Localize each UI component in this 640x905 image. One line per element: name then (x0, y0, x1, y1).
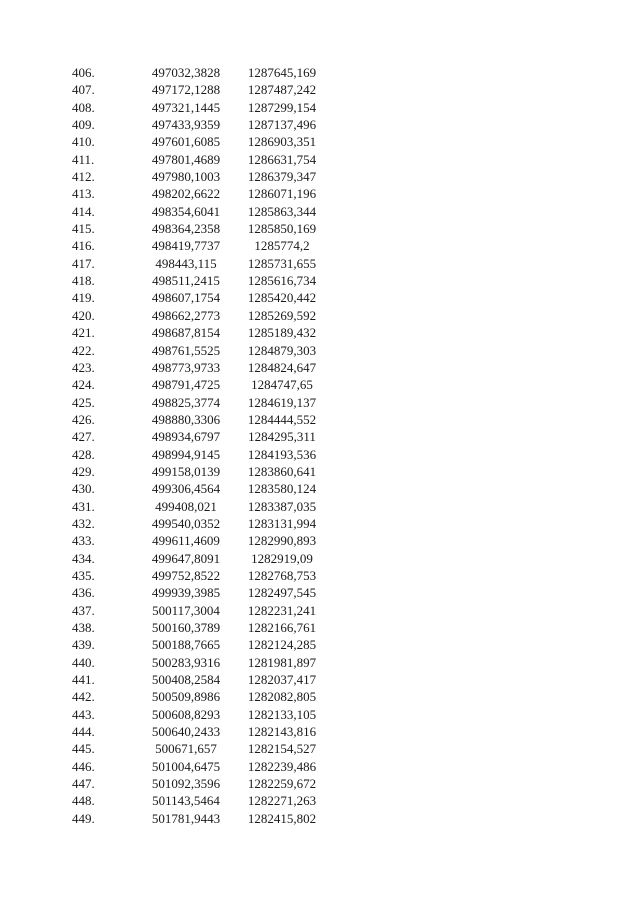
y-coordinate: 1285269,592 (247, 307, 317, 323)
table-row (72, 324, 334, 341)
y-coordinate: 1283131,994 (247, 515, 317, 531)
x-coordinate: 501781,9443 (151, 810, 221, 826)
x-coordinate: 500408,2584 (151, 672, 221, 688)
table-row (72, 168, 334, 185)
x-coordinate: 498791,4725 (151, 377, 221, 393)
x-coordinate: 498934,6797 (151, 429, 221, 445)
x-coordinate: 499752,8522 (151, 567, 221, 583)
x-coordinate: 498419,7737 (151, 238, 221, 254)
row-number: 446. (72, 758, 95, 774)
row-number: 414. (72, 203, 95, 219)
table-row (72, 515, 334, 532)
row-number: 413. (72, 186, 95, 202)
table-row (72, 619, 334, 636)
x-coordinate: 498662,2773 (151, 307, 221, 323)
table-row (72, 376, 334, 393)
row-number: 431. (72, 498, 95, 514)
table-row (72, 99, 334, 116)
row-number: 443. (72, 706, 95, 722)
y-coordinate: 1282166,761 (247, 620, 317, 635)
row-number: 440. (72, 654, 95, 670)
y-coordinate: 1282919,09 (251, 550, 313, 566)
row-number: 422. (72, 342, 95, 358)
row-number: 433. (72, 533, 95, 549)
x-coordinate: 499540,0352 (151, 515, 221, 531)
y-coordinate: 1282231,241 (247, 602, 317, 618)
y-coordinate: 1284193,536 (247, 446, 317, 462)
x-coordinate: 498994,9145 (151, 446, 221, 462)
row-number: 417. (72, 255, 95, 271)
y-coordinate: 1283860,641 (247, 463, 317, 479)
row-number: 445. (72, 741, 95, 757)
table-row (72, 810, 334, 827)
x-coordinate: 498364,2358 (151, 221, 221, 237)
x-coordinate: 498354,6041 (151, 203, 221, 219)
y-coordinate: 1282082,805 (247, 689, 317, 705)
row-number: 442. (72, 689, 95, 705)
x-coordinate: 501004,6475 (151, 758, 221, 774)
x-coordinate: 501143,5464 (152, 793, 220, 809)
row-number: 441. (72, 672, 95, 688)
row-number: 415. (72, 221, 95, 237)
table-row (72, 723, 334, 740)
row-number: 412. (72, 169, 95, 185)
table-row (72, 203, 334, 220)
y-coordinate: 1282497,545 (247, 585, 317, 601)
row-number: 428. (72, 446, 95, 462)
x-coordinate: 500509,8986 (151, 689, 221, 705)
table-row (72, 775, 334, 792)
y-coordinate: 1285774,2 (254, 238, 310, 254)
table-row (72, 359, 334, 376)
row-number: 449. (72, 810, 95, 826)
row-number: 439. (72, 637, 95, 653)
table-row (72, 463, 334, 480)
x-coordinate: 497032,3828 (151, 65, 221, 80)
row-number: 437. (72, 602, 95, 618)
y-coordinate: 1287299,154 (247, 99, 317, 115)
row-number: 434. (72, 550, 95, 566)
row-number: 418. (72, 273, 95, 289)
table-row (72, 550, 334, 567)
y-coordinate: 1284619,137 (247, 394, 317, 410)
row-number: 416. (72, 238, 95, 254)
table-row (72, 498, 334, 515)
table-row (72, 411, 334, 428)
row-number: 423. (72, 359, 95, 375)
x-coordinate: 500640,2433 (151, 724, 221, 740)
x-coordinate: 497321,1445 (151, 99, 221, 115)
x-coordinate: 497601,6085 (151, 134, 221, 150)
y-coordinate: 1286379,347 (247, 169, 317, 185)
y-coordinate: 1287487,242 (247, 82, 317, 98)
x-coordinate: 498761,5525 (151, 342, 221, 358)
table-row (72, 671, 334, 688)
row-number: 435. (72, 567, 95, 583)
row-number: 447. (72, 776, 95, 792)
x-coordinate: 500160,3789 (151, 620, 221, 635)
x-coordinate: 498687,8154 (151, 325, 221, 341)
y-coordinate: 1282143,816 (247, 724, 317, 740)
y-coordinate: 1282768,753 (247, 567, 317, 583)
row-number: 409. (72, 117, 95, 133)
table-row (72, 758, 334, 775)
y-coordinate: 1285863,344 (247, 203, 317, 219)
y-coordinate: 1283387,035 (247, 498, 317, 514)
table-row (72, 342, 334, 359)
row-number: 425. (72, 394, 95, 410)
x-coordinate: 497980,1003 (151, 169, 221, 185)
y-coordinate: 1285731,655 (247, 255, 317, 271)
y-coordinate: 1286071,196 (247, 186, 317, 202)
y-coordinate: 1281981,897 (247, 654, 317, 670)
y-coordinate: 1282990,893 (247, 533, 317, 549)
table-row (72, 394, 334, 411)
row-number: 426. (72, 411, 95, 427)
coordinate-table (72, 64, 334, 827)
row-number: 448. (72, 793, 95, 809)
table-row (72, 567, 334, 584)
row-number: 407. (72, 82, 95, 98)
x-coordinate: 498443,115 (155, 255, 217, 271)
row-number: 427. (72, 429, 95, 445)
x-coordinate: 501092,3596 (151, 776, 221, 792)
table-row (72, 307, 334, 324)
x-coordinate: 497172,1288 (151, 82, 221, 98)
x-coordinate: 499158,0139 (151, 463, 221, 479)
x-coordinate: 499306,4564 (151, 481, 221, 497)
y-coordinate: 1284295,311 (248, 429, 316, 445)
row-number: 436. (72, 585, 95, 601)
y-coordinate: 1284444,552 (247, 411, 317, 427)
x-coordinate: 497433,9359 (151, 117, 221, 133)
table-row (72, 602, 334, 619)
table-row (72, 64, 334, 81)
table-row (72, 272, 334, 289)
y-coordinate: 1283580,124 (247, 481, 317, 497)
y-coordinate: 1282124,285 (247, 637, 317, 653)
table-row (72, 446, 334, 463)
x-coordinate: 498880,3306 (151, 411, 221, 427)
table-row (72, 81, 334, 98)
x-coordinate: 497801,4689 (151, 151, 221, 167)
table-row (72, 636, 334, 653)
y-coordinate: 1282259,672 (247, 776, 317, 792)
row-number: 429. (72, 463, 95, 479)
table-row (72, 480, 334, 497)
y-coordinate: 1286631,754 (247, 151, 317, 167)
y-coordinate: 1282133,105 (247, 706, 317, 722)
row-number: 424. (72, 377, 95, 393)
table-row (72, 706, 334, 723)
table-row (72, 151, 334, 168)
row-number: 419. (72, 290, 95, 306)
row-number: 411. (72, 151, 95, 167)
y-coordinate: 1284747,65 (251, 377, 313, 393)
x-coordinate: 500671,657 (155, 741, 217, 757)
y-coordinate: 1285850,169 (247, 221, 317, 237)
row-number: 432. (72, 515, 95, 531)
table-row (72, 220, 334, 237)
x-coordinate: 499647,8091 (151, 550, 221, 566)
x-coordinate: 499939,3985 (151, 585, 221, 601)
table-row (72, 654, 334, 671)
y-coordinate: 1282037,417 (247, 672, 317, 688)
x-coordinate: 499611,4609 (152, 533, 220, 549)
table-row (72, 584, 334, 601)
row-number: 438. (72, 620, 95, 635)
y-coordinate: 1284824,647 (247, 359, 317, 375)
y-coordinate: 1286903,351 (247, 134, 317, 150)
x-coordinate: 498202,6622 (151, 186, 221, 202)
table-row (72, 255, 334, 272)
y-coordinate: 1284879,303 (247, 342, 317, 358)
y-coordinate: 1282239,486 (247, 758, 317, 774)
y-coordinate: 1282154,527 (247, 741, 317, 757)
table-row (72, 428, 334, 445)
table-row (72, 792, 334, 809)
row-number: 444. (72, 724, 95, 740)
row-number: 420. (72, 307, 95, 323)
row-number: 430. (72, 481, 95, 497)
row-number: 406. (72, 65, 95, 80)
table-row (72, 740, 334, 757)
x-coordinate: 500117,3004 (152, 602, 220, 618)
row-number: 408. (72, 99, 95, 115)
table-row (72, 185, 334, 202)
x-coordinate: 500283,9316 (151, 654, 221, 670)
table-row (72, 133, 334, 150)
x-coordinate: 499408,021 (155, 498, 217, 514)
y-coordinate: 1282415,802 (247, 810, 317, 826)
x-coordinate: 498773,9733 (151, 359, 221, 375)
y-coordinate: 1285420,442 (247, 290, 317, 306)
y-coordinate: 1285616,734 (247, 273, 317, 289)
x-coordinate: 500188,7665 (151, 637, 221, 653)
y-coordinate: 1287645,169 (247, 65, 317, 80)
y-coordinate: 1287137,496 (247, 117, 317, 133)
table-row (72, 532, 334, 549)
x-coordinate: 498825,3774 (151, 394, 221, 410)
table-row (72, 237, 334, 254)
table-row (72, 289, 334, 306)
x-coordinate: 500608,8293 (151, 706, 221, 722)
x-coordinate: 498607,1754 (151, 290, 221, 306)
y-coordinate: 1282271,263 (247, 793, 317, 809)
table-row (72, 116, 334, 133)
row-number: 410. (72, 134, 95, 150)
table-row (72, 688, 334, 705)
y-coordinate: 1285189,432 (247, 325, 317, 341)
row-number: 421. (72, 325, 95, 341)
x-coordinate: 498511,2415 (152, 273, 220, 289)
